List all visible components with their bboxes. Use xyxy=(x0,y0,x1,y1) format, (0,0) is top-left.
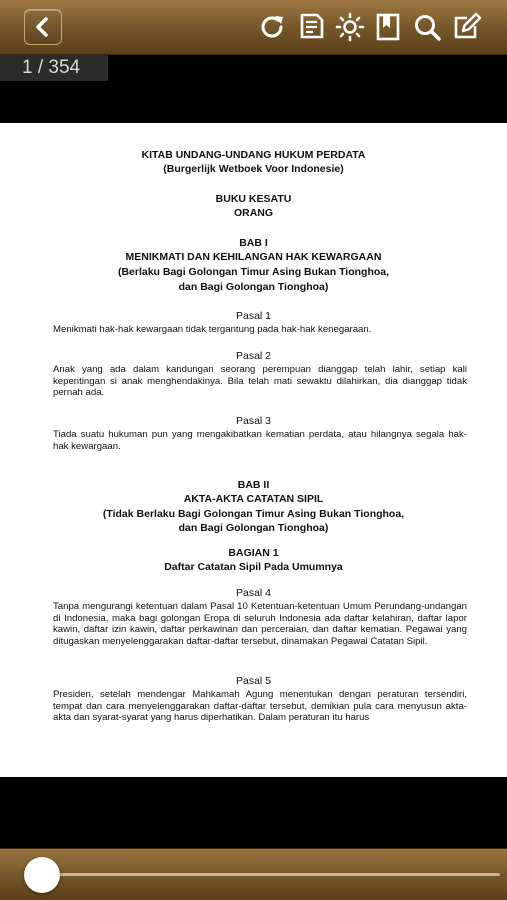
book-subheading: ORANG xyxy=(233,207,274,219)
article-text: Tanpa mengurangi ketentuan dalam Pasal 10 Ketentuan-ketentuan Umum Perundang-undangan di Indonesia, maka bagi golongan Eropa di seluruh Indonesia ada daftar kelahiran, daftar lapor kawin, daftar izin kawin, daftar perkawinan dan perceraian, dan daftar kematian. Pegawai yang ditugaskan menyelenggarakan daftar-daftar tersebut, dinamakan Pegawai Catatan Sipil. xyxy=(53,601,467,647)
page-counter: 1 / 354 xyxy=(0,55,108,81)
page-slider-track[interactable] xyxy=(40,873,500,876)
back-icon xyxy=(33,16,53,38)
back-button[interactable] xyxy=(24,9,62,45)
chapter-heading: BAB II xyxy=(237,479,270,491)
brightness-button[interactable] xyxy=(334,11,366,43)
bottom-toolbar xyxy=(0,848,507,900)
edit-button[interactable] xyxy=(451,11,483,43)
document-title: KITAB UNDANG-UNDANG HUKUM PERDATA xyxy=(141,149,366,161)
article-heading: Pasal 2 xyxy=(235,350,272,362)
chapter-heading: BAB I xyxy=(239,237,268,249)
search-button[interactable] xyxy=(411,11,443,43)
top-toolbar xyxy=(0,0,507,55)
article-heading: Pasal 5 xyxy=(235,675,272,687)
article-text: Anak yang ada dalam kandungan seorang perempuan dianggap telah lahir, setiap kali kepentingan si anak menghendakinya. Bila telah mati sewaktu dilahirkan, dia dianggap tidak pernah ada. xyxy=(53,364,467,399)
page-slider-thumb[interactable] xyxy=(24,857,60,893)
document-subtitle: (Burgerlijk Wetboek Voor Indonesie) xyxy=(163,163,344,175)
article-heading: Pasal 3 xyxy=(235,415,272,427)
refresh-icon xyxy=(257,12,287,42)
bookmark-icon xyxy=(373,12,403,42)
chapter-title: AKTA-AKTA CATATAN SIPIL xyxy=(183,493,324,505)
article-heading: Pasal 4 xyxy=(235,587,272,599)
search-icon xyxy=(412,12,442,42)
chapter-note: (Tidak Berlaku Bagi Golongan Timur Asing Bukan Tionghoa, xyxy=(102,508,405,520)
chapter-note: dan Bagi Golongan Tionghoa) xyxy=(178,522,329,534)
book-heading: BUKU KESATU xyxy=(215,193,292,205)
chapter-title: MENIKMATI DAN KEHILANGAN HAK KEWARGAAN xyxy=(125,251,382,263)
article-text: Tiada suatu hukuman pun yang mengakibatkan kematian perdata, atau hilangnya segala hak- hak kewargaan. xyxy=(53,429,467,452)
section-title: Daftar Catatan Sipil Pada Umumnya xyxy=(164,561,343,573)
notes-button[interactable] xyxy=(296,11,328,43)
bookmark-button[interactable] xyxy=(372,11,404,43)
chapter-note: dan Bagi Golongan Tionghoa) xyxy=(178,281,329,293)
refresh-button[interactable] xyxy=(256,11,288,43)
brightness-icon xyxy=(335,12,365,42)
article-text: Presiden, setelah mendengar Mahkamah Agung menentukan dengan peraturan tersendiri, tempat dan cara menyelenggarakan daftar-daftar tersebut, demikian pula cara menyusun akta- akta dan syarat-syarat yang harus diperhatikan. Dalam peraturan itu harus xyxy=(53,689,467,724)
article-heading: Pasal 1 xyxy=(235,310,272,322)
edit-icon xyxy=(452,12,482,42)
document-page[interactable] xyxy=(0,123,507,777)
notes-icon xyxy=(297,12,327,42)
article-text: Menikmati hak-hak kewargaan tidak tergantung pada hak-hak kenegaraan. xyxy=(53,324,372,335)
chapter-note: (Berlaku Bagi Golongan Timur Asing Bukan Tionghoa, xyxy=(117,266,390,278)
section-heading: BAGIAN 1 xyxy=(228,547,279,559)
